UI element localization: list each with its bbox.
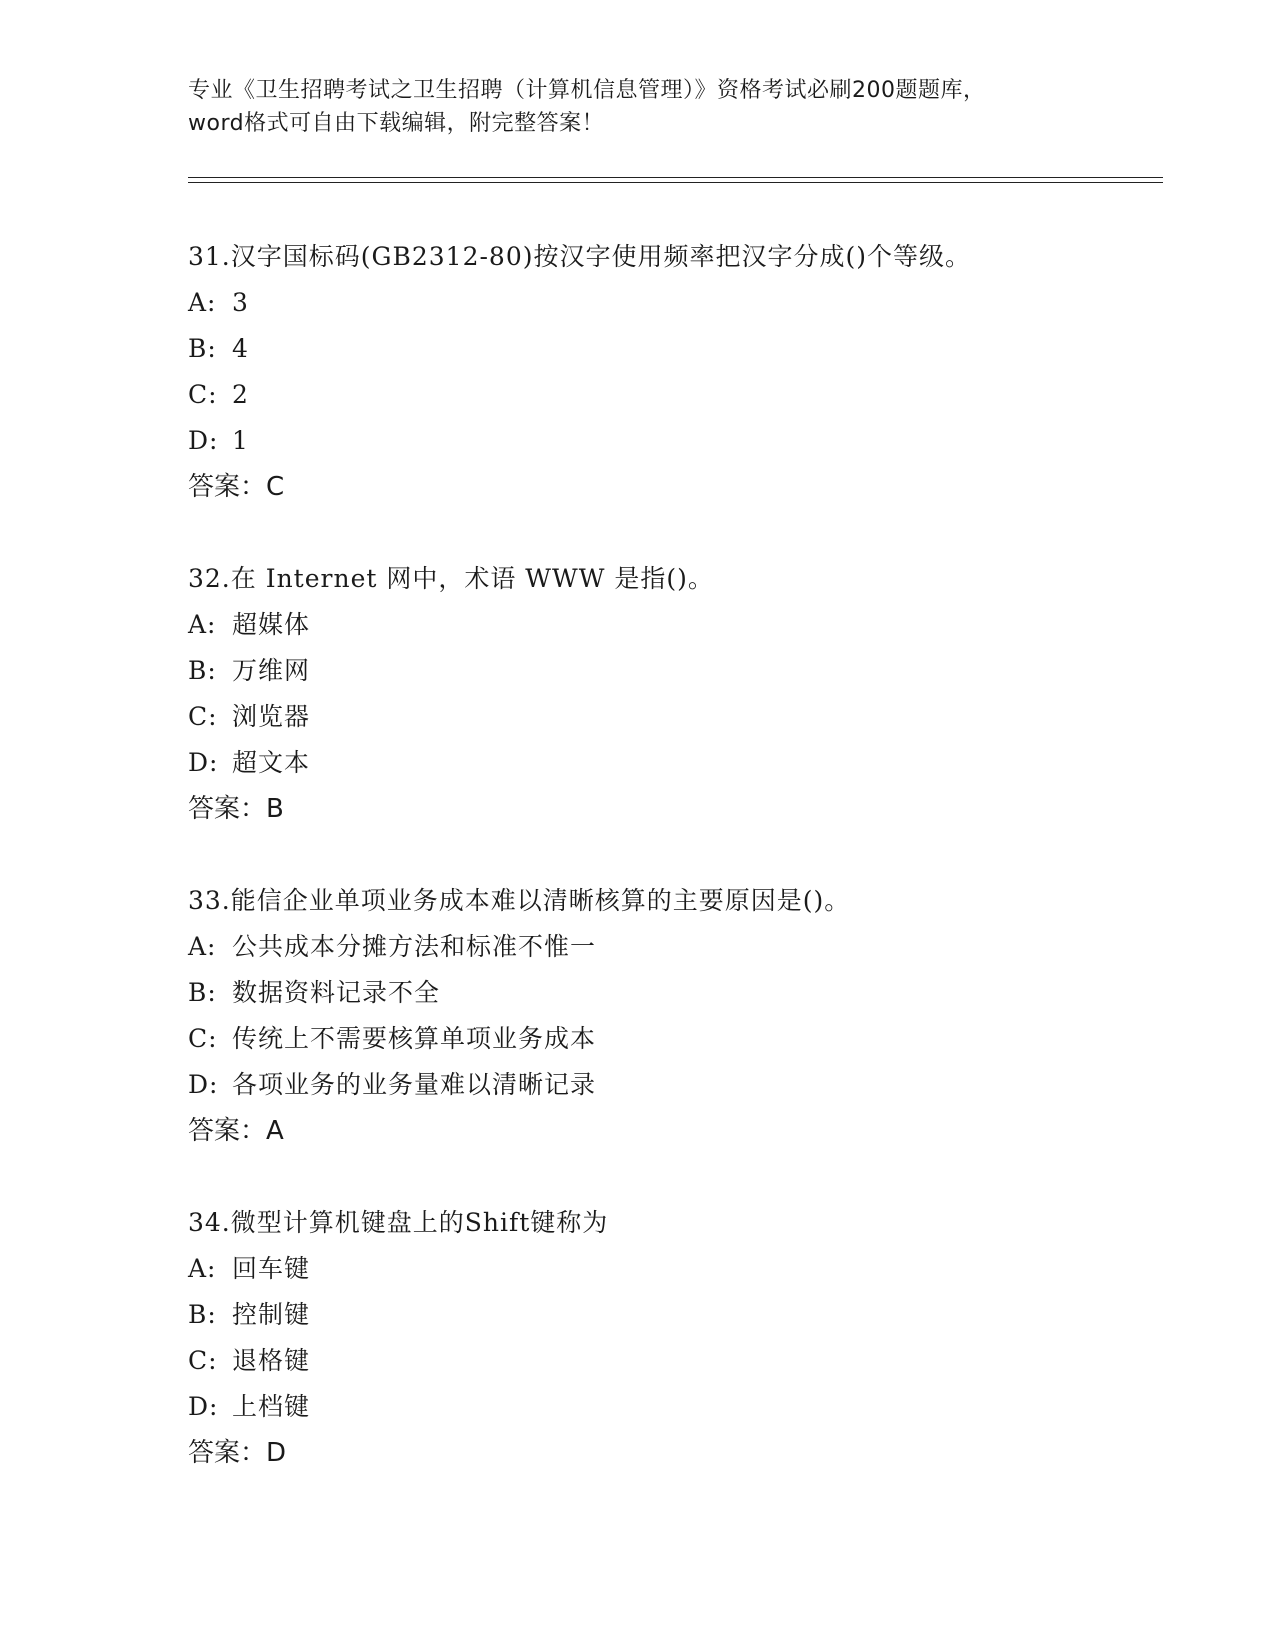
option-text: 控制键 [232, 1300, 311, 1329]
option-b [188, 326, 1148, 372]
option-b [188, 648, 1148, 694]
question-stem: 31.汉字国标码(GB2312-80)按汉字使用频率把汉字分成()个等级。 [188, 242, 971, 271]
option-b [188, 970, 1148, 1016]
option-text: 万维网 [232, 656, 311, 685]
option-key: A: [188, 932, 217, 961]
option-a [188, 1246, 1148, 1292]
option-text: 超媒体 [232, 610, 311, 639]
option-key: D: [188, 748, 219, 777]
option-key: B: [188, 1300, 217, 1329]
question-block [188, 878, 1148, 1154]
option-text: 4 [232, 334, 249, 363]
option-text: 上档键 [232, 1392, 311, 1421]
document-header [188, 74, 1088, 140]
header-divider-bottom [188, 182, 1163, 183]
answer-line: 答案：C [188, 472, 285, 502]
option-d [188, 1062, 1148, 1108]
option-text: 数据资料记录不全 [232, 978, 441, 1007]
option-text: 2 [232, 380, 249, 409]
option-key: C: [188, 380, 218, 409]
option-a [188, 280, 1148, 326]
option-text: 传统上不需要核算单项业务成本 [232, 1024, 597, 1053]
option-d [188, 418, 1148, 464]
question-block [188, 1200, 1148, 1476]
option-c [188, 1016, 1148, 1062]
option-text: 各项业务的业务量难以清晰记录 [232, 1070, 597, 1099]
question-stem: 34.微型计算机键盘上的Shift键称为 [188, 1208, 609, 1237]
header-divider-top [188, 177, 1163, 178]
option-key: D: [188, 1392, 219, 1421]
option-d [188, 1384, 1148, 1430]
option-key: B: [188, 978, 217, 1007]
answer-line: 答案：A [188, 1116, 284, 1146]
option-text: 1 [232, 426, 249, 455]
option-text: 回车键 [232, 1254, 311, 1283]
option-text: 3 [232, 288, 249, 317]
option-key: A: [188, 1254, 217, 1283]
question-block [188, 556, 1148, 832]
option-c [188, 1338, 1148, 1384]
option-key: A: [188, 610, 217, 639]
option-text: 超文本 [232, 748, 311, 777]
option-b [188, 1292, 1148, 1338]
option-d [188, 740, 1148, 786]
option-key: C: [188, 702, 218, 731]
answer-line: 答案：B [188, 794, 284, 824]
option-key: C: [188, 1346, 218, 1375]
option-key: D: [188, 1070, 219, 1099]
question-stem: 33.能信企业单项业务成本难以清晰核算的主要原因是()。 [188, 886, 851, 915]
option-c [188, 694, 1148, 740]
option-c [188, 372, 1148, 418]
question-block [188, 234, 1148, 510]
option-text: 浏览器 [232, 702, 311, 731]
option-key: D: [188, 426, 219, 455]
question-stem: 32.在 Internet 网中，术语 WWW 是指()。 [188, 564, 714, 593]
answer-line: 答案：D [188, 1438, 287, 1468]
header-line-1: 专业《卫生招聘考试之卫生招聘（计算机信息管理）》资格考试必刷200题题库， [188, 78, 986, 103]
option-key: C: [188, 1024, 218, 1053]
option-key: B: [188, 656, 217, 685]
option-a [188, 924, 1148, 970]
option-text: 公共成本分摊方法和标准不惟一 [232, 932, 597, 961]
header-line-2: word格式可自由下载编辑，附完整答案！ [188, 111, 605, 136]
option-key: A: [188, 288, 217, 317]
option-text: 退格键 [232, 1346, 311, 1375]
option-key: B: [188, 334, 217, 363]
option-a [188, 602, 1148, 648]
